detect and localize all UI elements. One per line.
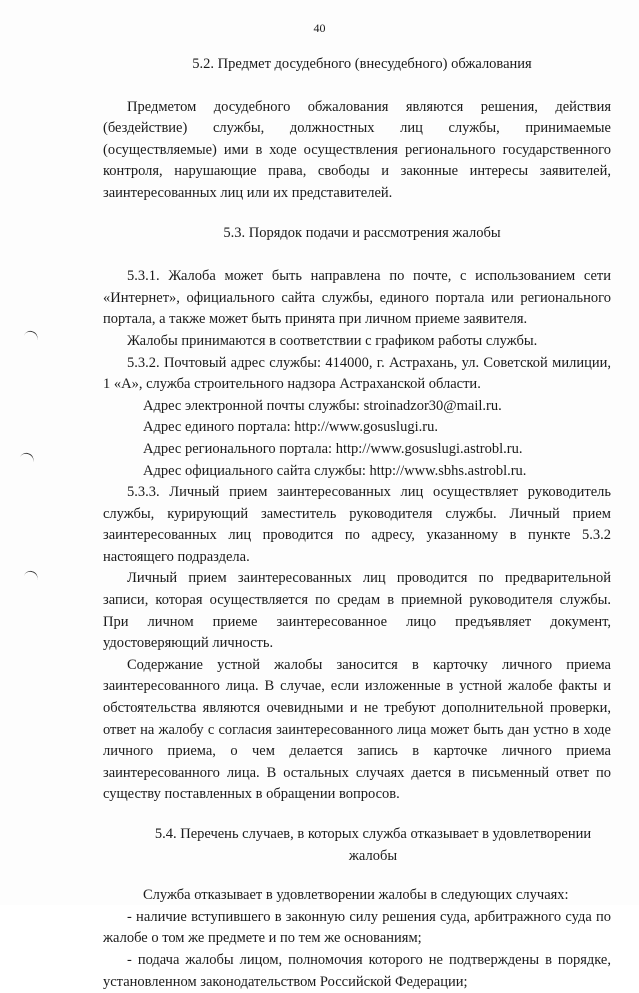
- paragraph: Адрес электронной почты службы: stroinadzor30@mail.ru.: [143, 397, 502, 414]
- document-body: [103, 48, 611, 993]
- scan-mark: [23, 329, 40, 344]
- paragraph: 5.3.2. Почтовый адрес службы: 414000, г. Астрахань, ул. Советской милиции, 1 «А», служба строительного надзора Астраханской области.: [103, 354, 611, 393]
- section-heading-5-4: [103, 824, 611, 867]
- paragraph: - наличие вступившего в законную силу решения суда, арбитражного суда по жалобе о том же предмете и по тем же основаниям;: [103, 908, 611, 947]
- paragraph: Служба отказывает в удовлетворении жалобы в следующих случаях:: [143, 887, 569, 904]
- section-heading-5-2: 5.2. Предмет досудебного (внесудебного) обжалования: [192, 56, 532, 72]
- paragraph: Адрес регионального портала: http://www.gosuslugi.astrobl.ru.: [143, 440, 523, 457]
- paragraph: Предметом досудебного обжалования являются решения, действия (бездействие) службы, должностных лиц службы, принимаемые (осуществляемые) ими в ходе осуществления регионального государственного контроля, нарушающие права, свободы и законные интересы заявителей, заинтересованных лиц или их представителей.: [103, 98, 611, 201]
- scan-mark: [18, 451, 35, 466]
- paragraph: Жалобы принимаются в соответствии с графиком работы службы.: [127, 332, 538, 349]
- paragraph: Личный прием заинтересованных лиц проводится по предварительной записи, которая осуществляется по средам в приемной руководителя службы. При личном приеме заинтересованное лицо предъявляет документ, удостоверяющий личность.: [103, 570, 611, 652]
- section-heading-line: 5.4. Перечень случаев, в которых служба отказывает в удовлетворении: [154, 826, 592, 842]
- section-heading-line: жалобы: [348, 847, 398, 864]
- paragraph: Адрес официального сайта службы: http://www.sbhs.astrobl.ru.: [143, 462, 527, 479]
- page-number: 40: [313, 21, 326, 35]
- paragraph: Содержание устной жалобы заносится в карточку личного приема заинтересованного лица. В случае, если изложенные в устной жалобе факты и обстоятельства являются очевидными и не требуют дополнительной проверки, ответ на жалобу с согласия заинтересованного лица может быть дан устно в ходе личного приема, о чем делается запись в карточке личного приема заинтересованного лица. В остальных случаях дается в письменный ответ по существу поставленных в обращении вопросов.: [103, 656, 611, 803]
- paragraph: Адрес единого портала: http://www.gosuslugi.ru.: [143, 419, 438, 436]
- paragraph: - подача жалобы лицом, полномочия которого не подтверждены в порядке, установленном законодательством Российской Федерации;: [103, 951, 611, 990]
- section-heading-5-3: 5.3. Порядок подачи и рассмотрения жалобы: [223, 224, 501, 241]
- paragraph: 5.3.1. Жалоба может быть направлена по почте, с использованием сети «Интернет», официального сайта службы, единого портала или регионального портала, а также может быть принята при личном приеме заявителя.: [103, 268, 611, 328]
- scan-mark: [23, 569, 40, 584]
- paragraph: 5.3.3. Личный прием заинтересованных лиц осуществляет руководитель службы, курирующий заместитель руководителя службы. Личный прием заинтересованных лиц проводится по адресу, указанному в пункте 5.3.2 настоящего подраздела.: [103, 484, 611, 565]
